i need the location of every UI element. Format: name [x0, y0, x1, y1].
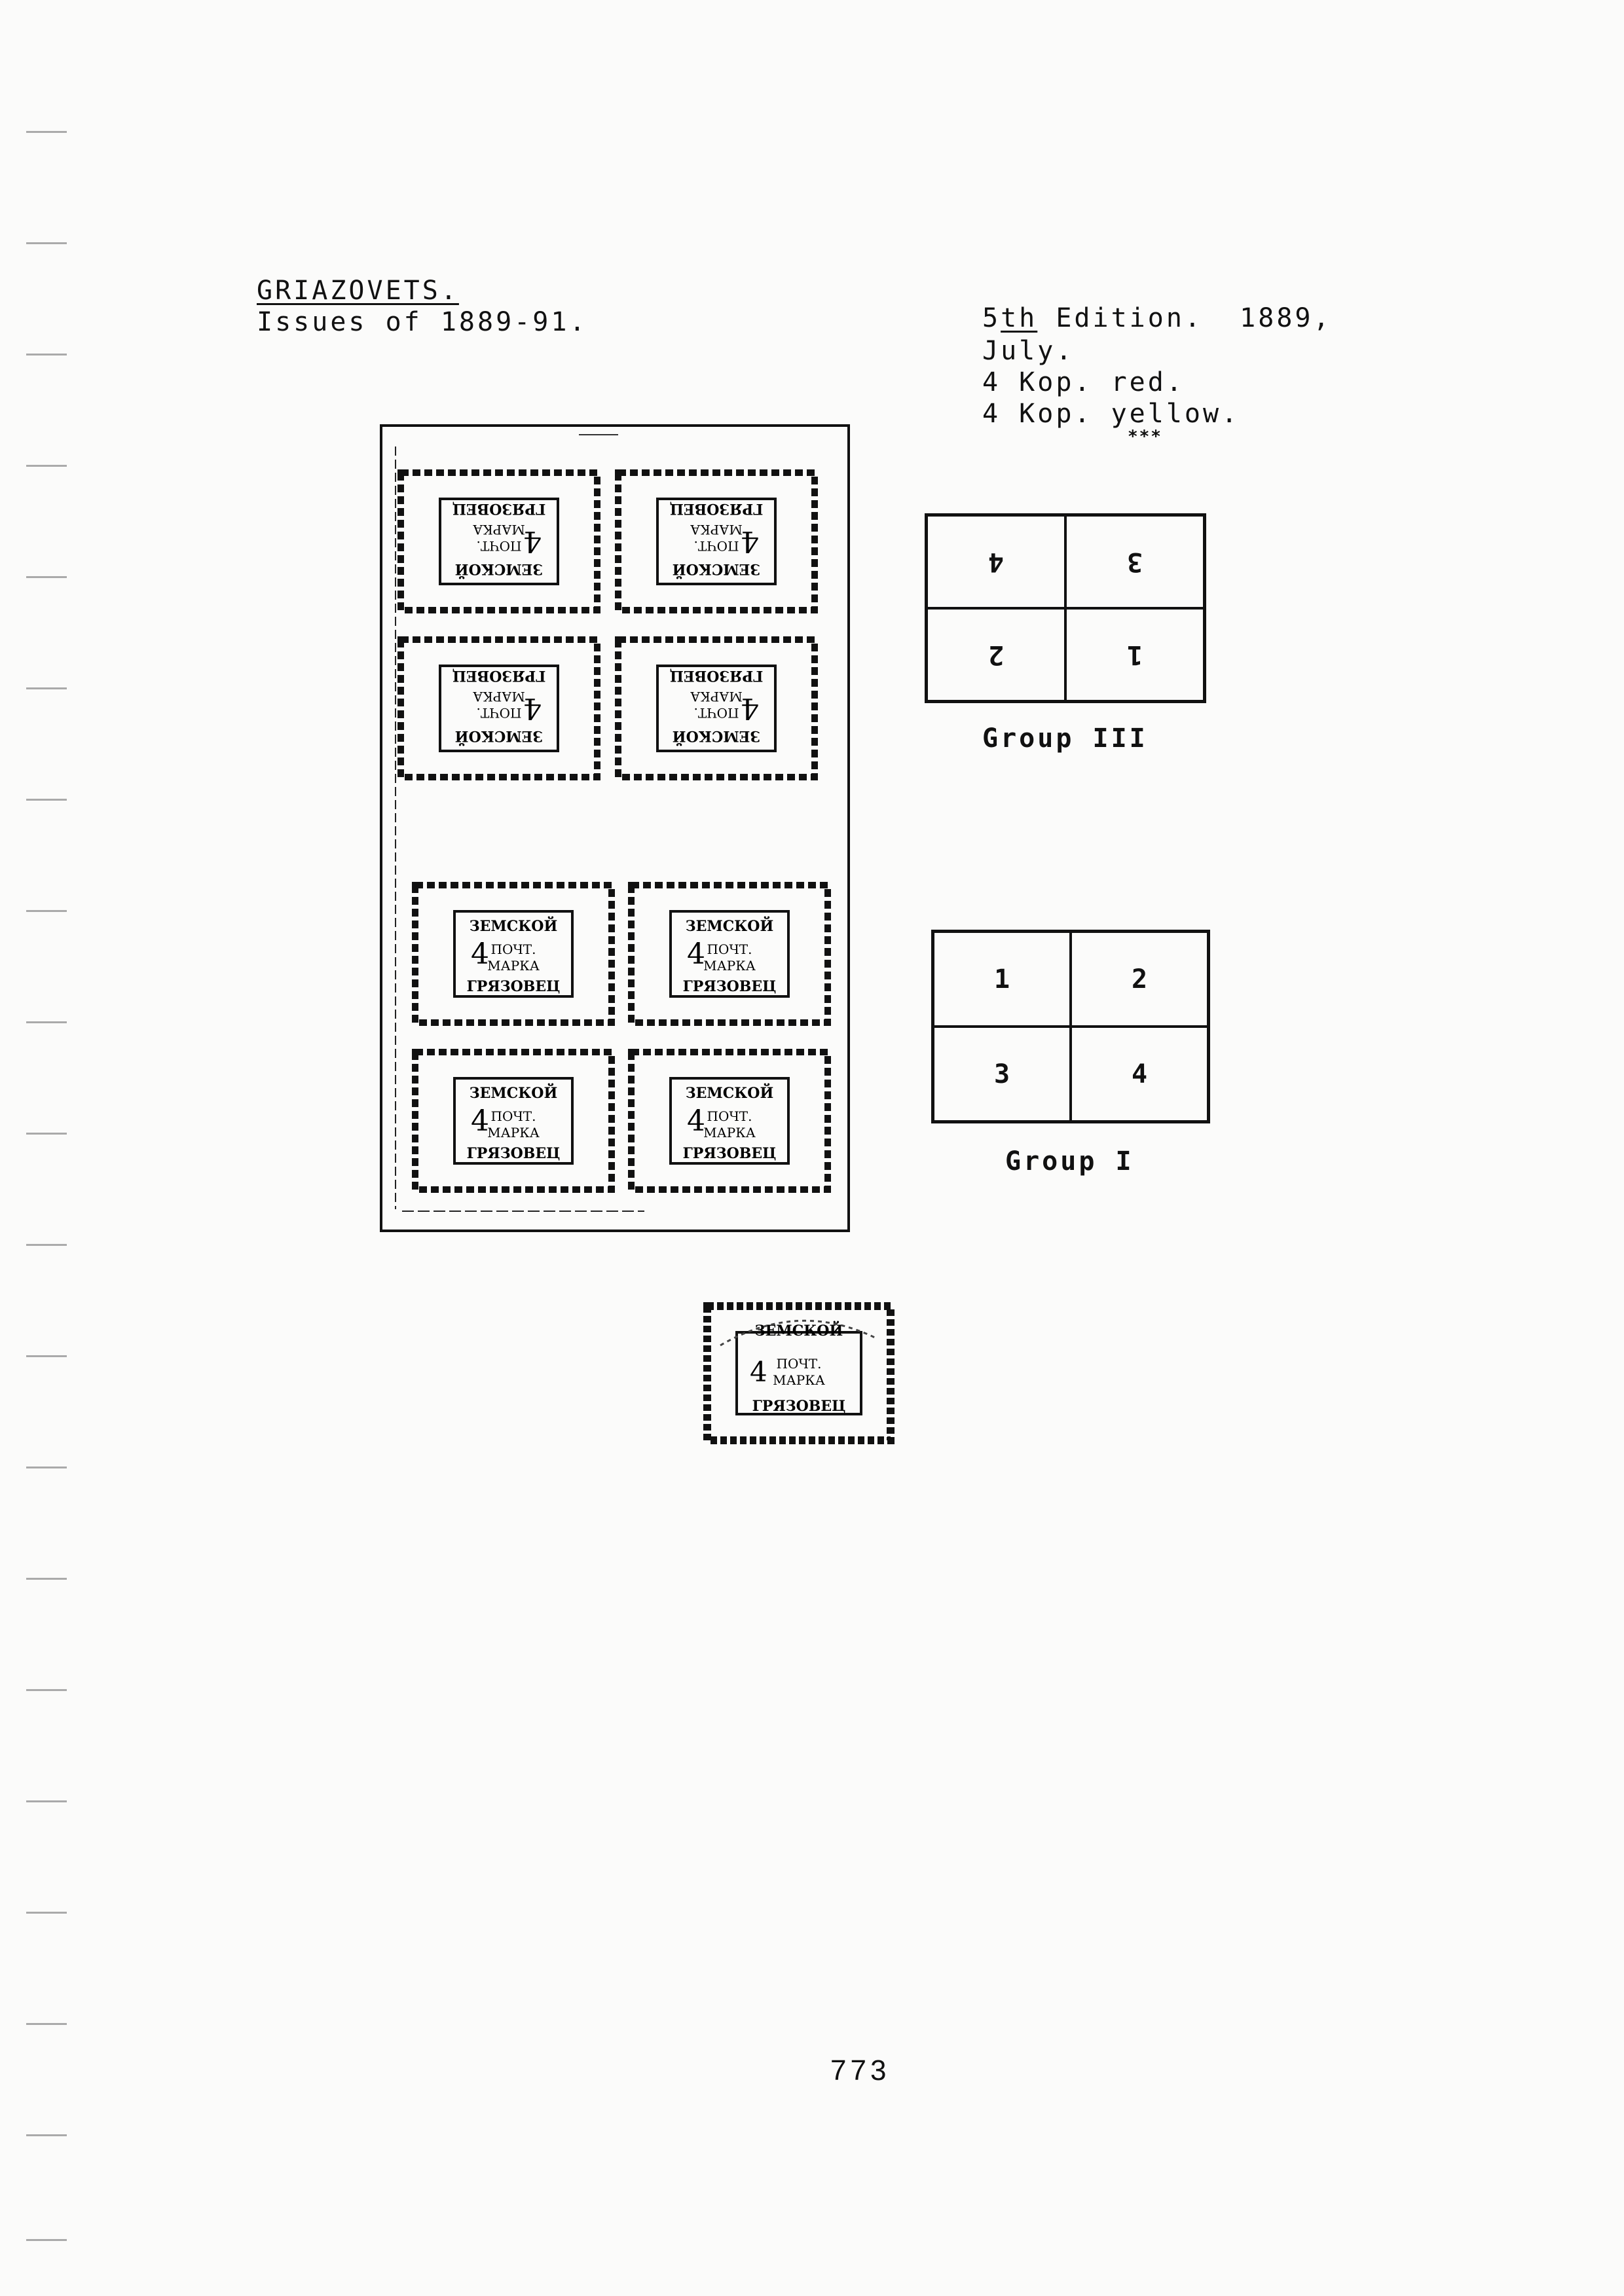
svg-text:4: 4: [687, 1104, 705, 1138]
svg-text:ПОЧТ.: ПОЧТ.: [776, 1356, 822, 1372]
stamp-upright-4: [631, 1052, 828, 1190]
svg-text:4: 4: [523, 524, 542, 558]
svg-text:МАРКА: МАРКА: [703, 1125, 756, 1140]
stamp-sheet-drawing: [382, 427, 847, 1230]
group-i-cell-2: 2: [1071, 932, 1208, 1027]
svg-text:ЗЕМСКОЙ: ЗЕМСКОЙ: [454, 727, 544, 744]
value-yellow: 4 Kop. yellow.: [982, 399, 1240, 429]
svg-text:ПОЧТ.: ПОЧТ.: [693, 538, 739, 554]
svg-text:ЗЕМСКОЙ: ЗЕМСКОЙ: [685, 918, 774, 935]
stars: ***: [1128, 427, 1162, 446]
page-number: 773: [830, 2054, 891, 2086]
svg-text:ЗЕМСКОЙ: ЗЕМСКОЙ: [754, 1322, 843, 1339]
svg-text:ГРЯЗОВЕЦ: ГРЯЗОВЕЦ: [752, 1398, 846, 1415]
group-iii-caption: Group III: [982, 723, 1148, 754]
svg-text:4: 4: [687, 938, 705, 971]
group-i-diagram: [931, 930, 1210, 1123]
svg-text:ПОЧТ.: ПОЧТ.: [476, 538, 522, 554]
svg-text:МАРКА: МАРКА: [473, 689, 525, 704]
svg-text:4: 4: [523, 691, 542, 725]
svg-text:ПОЧТ.: ПОЧТ.: [490, 1108, 536, 1124]
stamp-inverted-1: [401, 473, 597, 610]
single-stamp-drawing: [701, 1300, 897, 1447]
group-iii-cell-3: 2: [927, 608, 1065, 701]
svg-text:ГРЯЗОВЕЦ: ГРЯЗОВЕЦ: [452, 667, 546, 684]
group-iii-diagram: [925, 513, 1206, 703]
svg-text:МАРКА: МАРКА: [773, 1372, 825, 1388]
svg-text:ГРЯЗОВЕЦ: ГРЯЗОВЕЦ: [682, 978, 777, 995]
stamp-inverted-4: [618, 640, 815, 777]
svg-text:МАРКА: МАРКА: [690, 689, 743, 704]
group-i-cell-4: 4: [1071, 1027, 1208, 1121]
svg-text:ЗЕМСКОЙ: ЗЕМСКОЙ: [454, 560, 544, 577]
svg-text:ПОЧТ.: ПОЧТ.: [476, 705, 522, 721]
single-stamp-image: [701, 1300, 897, 1447]
group-iii-cell-1: 4: [927, 515, 1065, 608]
edition-month: July.: [982, 336, 1075, 366]
svg-text:ПОЧТ.: ПОЧТ.: [693, 705, 739, 721]
group-iii-cell-2: 3: [1065, 515, 1204, 608]
svg-text:4: 4: [741, 524, 759, 558]
edition-ordinal: th: [1001, 303, 1038, 333]
svg-text:ПОЧТ.: ПОЧТ.: [490, 941, 536, 957]
svg-text:ГРЯЗОВЕЦ: ГРЯЗОВЕЦ: [682, 1145, 777, 1162]
svg-text:ЗЕМСКОЙ: ЗЕМСКОЙ: [469, 918, 558, 935]
svg-text:ЗЕМСКОЙ: ЗЕМСКОЙ: [672, 560, 761, 577]
svg-text:4: 4: [471, 938, 489, 971]
svg-text:МАРКА: МАРКА: [690, 522, 743, 538]
page-title: GRIAZOVETS.: [257, 276, 459, 306]
svg-text:ГРЯЗОВЕЦ: ГРЯЗОВЕЦ: [466, 1145, 561, 1162]
stamp-upright-2: [631, 885, 828, 1023]
svg-text:ГРЯЗОВЕЦ: ГРЯЗОВЕЦ: [466, 978, 561, 995]
svg-text:ЗЕМСКОЙ: ЗЕМСКОЙ: [685, 1085, 774, 1102]
group-i-cell-1: 1: [933, 932, 1071, 1027]
group-i-cell-3: 3: [933, 1027, 1071, 1121]
svg-text:МАРКА: МАРКА: [487, 958, 540, 974]
edition-rest: Edition. 1889,: [1037, 303, 1332, 333]
stamp-inverted-2: [618, 473, 815, 610]
svg-text:ГРЯЗОВЕЦ: ГРЯЗОВЕЦ: [452, 500, 546, 517]
stamp-upright-3: [415, 1052, 612, 1190]
svg-text:4: 4: [741, 691, 759, 725]
edition-line: [982, 302, 1332, 334]
svg-text:4: 4: [750, 1356, 767, 1388]
page-subtitle: Issues of 1889-91.: [257, 307, 588, 337]
svg-text:ПОЧТ.: ПОЧТ.: [707, 1108, 752, 1124]
stamp-sheet-image: [380, 424, 850, 1232]
svg-text:МАРКА: МАРКА: [473, 522, 525, 538]
svg-text:МАРКА: МАРКА: [703, 958, 756, 974]
group-iii-cell-4: 1: [1065, 608, 1204, 701]
group-i-caption: Group I: [1005, 1146, 1134, 1176]
svg-text:ЗЕМСКОЙ: ЗЕМСКОЙ: [469, 1085, 558, 1102]
svg-text:ПОЧТ.: ПОЧТ.: [707, 941, 752, 957]
svg-text:ГРЯЗОВЕЦ: ГРЯЗОВЕЦ: [669, 500, 764, 517]
stamp-inverted-3: [401, 640, 597, 777]
svg-text:МАРКА: МАРКА: [487, 1125, 540, 1140]
svg-text:4: 4: [471, 1104, 489, 1138]
svg-text:ЗЕМСКОЙ: ЗЕМСКОЙ: [672, 727, 761, 744]
stamp-upright-1: [415, 885, 612, 1023]
edition-prefix: 5: [982, 303, 1001, 333]
svg-text:ГРЯЗОВЕЦ: ГРЯЗОВЕЦ: [669, 667, 764, 684]
value-red: 4 Kop. red.: [982, 367, 1185, 397]
